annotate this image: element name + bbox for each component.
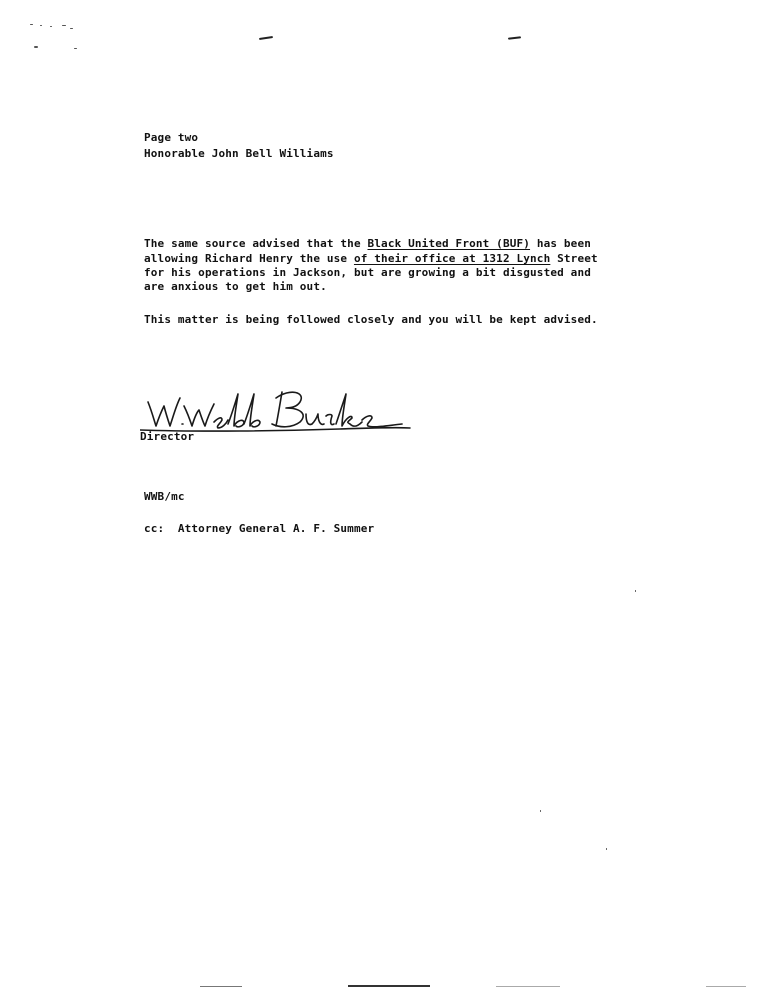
- scan-edge-line: [348, 985, 430, 987]
- scan-speck: [62, 25, 66, 26]
- signatory-title: Director: [140, 430, 195, 443]
- paragraph-1-line-3: for his operations in Jackson, but are growing a bit disgusted and: [144, 266, 591, 279]
- staple-mark-right: [508, 36, 521, 39]
- scan-speck: [40, 25, 42, 26]
- scan-edge-line: [200, 986, 242, 987]
- typist-initials: WWB/mc: [144, 490, 185, 503]
- office-address: of their office at 1312 Lynch: [353, 252, 551, 265]
- paragraph-2: This matter is being followed closely and you will be kept advised.: [144, 313, 598, 326]
- org-name: Black United Front (BUF): [367, 237, 531, 250]
- scan-speck: [540, 810, 541, 812]
- scan-edge-line: [706, 986, 746, 987]
- staple-mark-left: [259, 36, 273, 40]
- scan-speck: [30, 24, 33, 25]
- scan-speck: [606, 848, 607, 850]
- paragraph-1-line-4: are anxious to get him out.: [144, 280, 327, 293]
- text-segment: has been: [530, 237, 591, 250]
- page-label: Page two: [144, 131, 199, 144]
- text-segment: Street: [550, 252, 598, 265]
- cc-line: cc: Attorney General A. F. Summer: [144, 522, 375, 535]
- paragraph-1-line-2: [144, 252, 598, 266]
- paragraph-1-line-1: [144, 237, 591, 251]
- text-segment: allowing Richard Henry the use: [144, 252, 354, 265]
- addressee: Honorable John Bell Williams: [144, 147, 334, 160]
- scan-speck: [70, 28, 73, 29]
- scan-speck: [50, 26, 52, 27]
- scan-speck: [34, 46, 38, 48]
- handwritten-signature: [140, 384, 420, 436]
- text-segment: The same source advised that the: [144, 237, 368, 250]
- scan-speck: [74, 48, 77, 49]
- scan-edge-line: [496, 986, 560, 987]
- scan-speck: [635, 590, 636, 592]
